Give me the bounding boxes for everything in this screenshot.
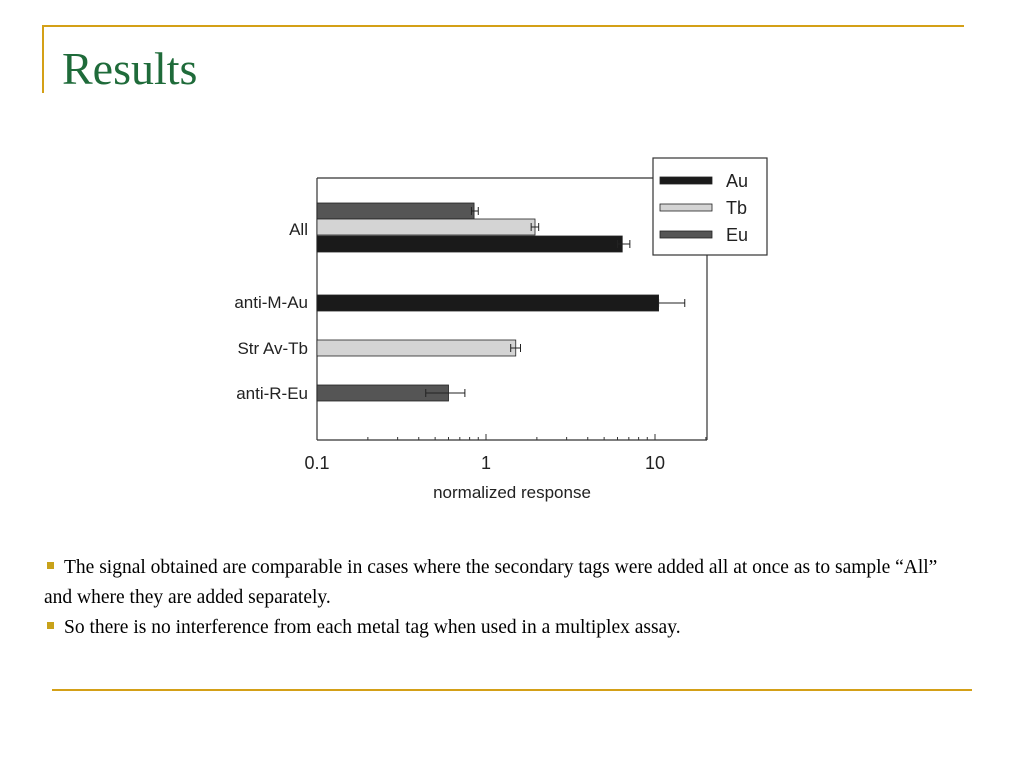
x-tick-label: 10 [644,453,666,473]
slide-title: Results [62,43,198,94]
y-category-label: anti-R-Eu [236,384,308,403]
bar-au [317,236,622,252]
legend-label: Tb [726,198,748,218]
y-category-label: anti-M-Au [234,293,308,312]
bottom-rule [52,689,972,691]
x-tick-label: 1 [480,453,492,473]
bar-tb [317,340,516,356]
bullet-marker-icon [47,622,54,629]
y-category-label: Str Av-Tb [237,339,308,358]
bar-au [317,295,659,311]
bar-eu [317,203,474,219]
bullet-text: So there is no interference from each metal tag when used in a multiplex assay. [64,617,681,638]
legend-swatch [660,231,712,238]
bullet-item [44,553,964,613]
bullet-marker-icon [47,562,54,569]
legend-swatch [660,204,712,211]
legend-swatch [660,177,712,184]
bullet-item [44,613,964,643]
bullet-text: The signal obtained are comparable in cases where the secondary tags were added all at once as to sample “All” and where they are added separately. [44,557,938,608]
x-tick-label: 0.1 [304,453,330,473]
bullet-list [44,553,964,643]
y-category-label: All [289,220,308,239]
x-axis-label: normalized response [433,483,591,502]
legend-label: Au [726,171,749,191]
bar-tb [317,219,535,235]
legend-label: Eu [726,225,749,245]
